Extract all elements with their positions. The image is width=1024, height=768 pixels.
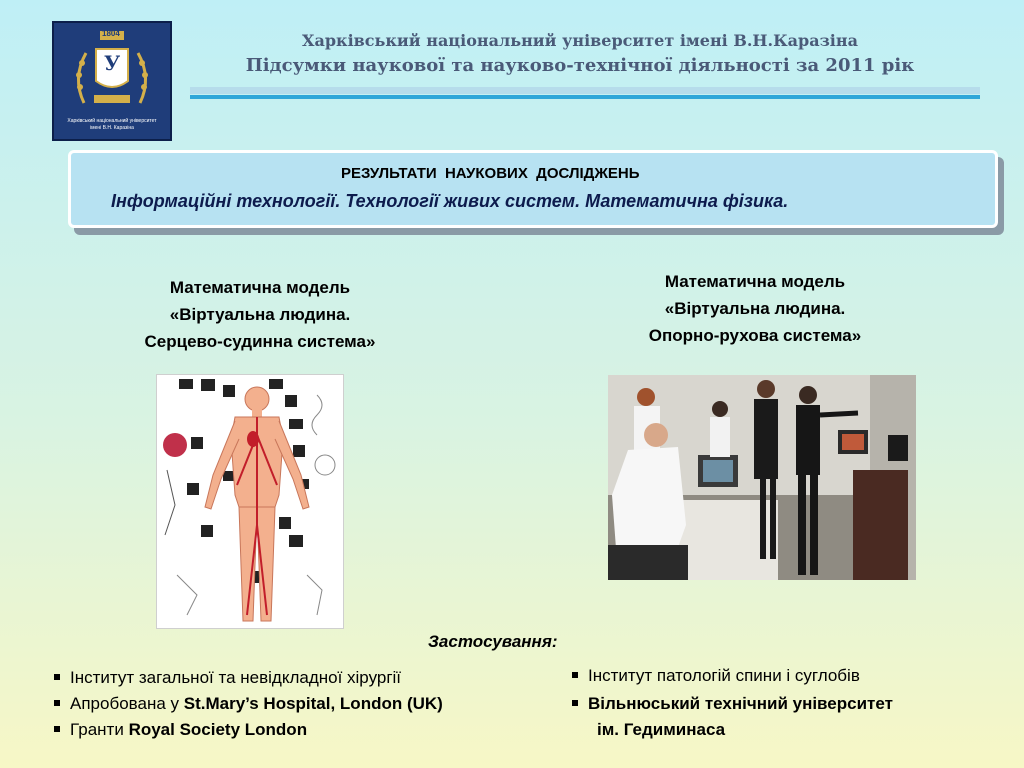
header-divider-accent — [190, 95, 980, 99]
section-banner — [68, 150, 998, 228]
bullet-square-icon — [54, 700, 60, 706]
list-item — [54, 694, 443, 714]
bullet-square-icon — [54, 674, 60, 680]
list-item — [572, 694, 893, 714]
applications-label: Застосування: — [428, 632, 558, 651]
list-item — [54, 668, 401, 688]
caption-cardiovascular — [80, 274, 440, 355]
university-logo — [52, 21, 172, 141]
list-item — [54, 720, 307, 740]
bullet-square-icon — [572, 700, 578, 706]
app-item-approved-prefix: Апробована у — [70, 694, 184, 713]
bullet-square-icon — [572, 672, 578, 678]
app-item-st-marys: St.Mary’s Hospital, London (UK) — [183, 694, 443, 713]
logo-letter: У — [104, 51, 121, 75]
header-divider-light — [190, 87, 980, 94]
app-item-grants-prefix: Гранти — [70, 720, 129, 739]
university-name: Харківський національний університет імені В.Н.Каразіна — [302, 31, 858, 50]
caption-right-line2: «Віртуальна людина. — [664, 299, 846, 318]
caption-left-line1: Математична модель — [169, 278, 351, 297]
app-item-royal-society: Royal Society London — [128, 720, 308, 739]
report-subtitle: Підсумки наукової та науково-технічної діяльності за 2011 рік — [245, 55, 915, 76]
musculoskeletal-lab-photo — [608, 375, 916, 580]
cardiovascular-model-image — [156, 374, 344, 629]
app-item-vilnius-university: Вільнюський технічний університет — [588, 694, 893, 713]
caption-right-line3: Опорно-рухова система» — [648, 326, 862, 345]
app-item-gediminas: ім. Гедиминаса — [597, 720, 726, 739]
app-item-surgery-institute: Інститут загальної та невідкладної хірургії — [70, 668, 402, 687]
banner-heading: РЕЗУЛЬТАТИ НАУКОВИХ ДОСЛІДЖЕНЬ — [341, 165, 640, 182]
caption-musculoskeletal — [575, 268, 935, 349]
caption-right-line1: Математична модель — [664, 272, 846, 291]
logo-year: 1804 — [102, 29, 120, 38]
caption-left-line2: «Віртуальна людина. — [169, 305, 351, 324]
banner-topics: Інформаційні технології. Технології живих систем. Математична фізика. — [111, 191, 789, 211]
app-item-spine-institute: Інститут патологій спини і суглобів — [588, 666, 860, 685]
list-item — [572, 666, 860, 686]
logo-caption-1: Харківський національний університет — [67, 118, 157, 124]
logo-caption-2: імені В.Н. Каразіна — [90, 125, 134, 131]
bullet-square-icon — [54, 726, 60, 732]
caption-left-line3: Серцево-судинна система» — [144, 332, 376, 351]
